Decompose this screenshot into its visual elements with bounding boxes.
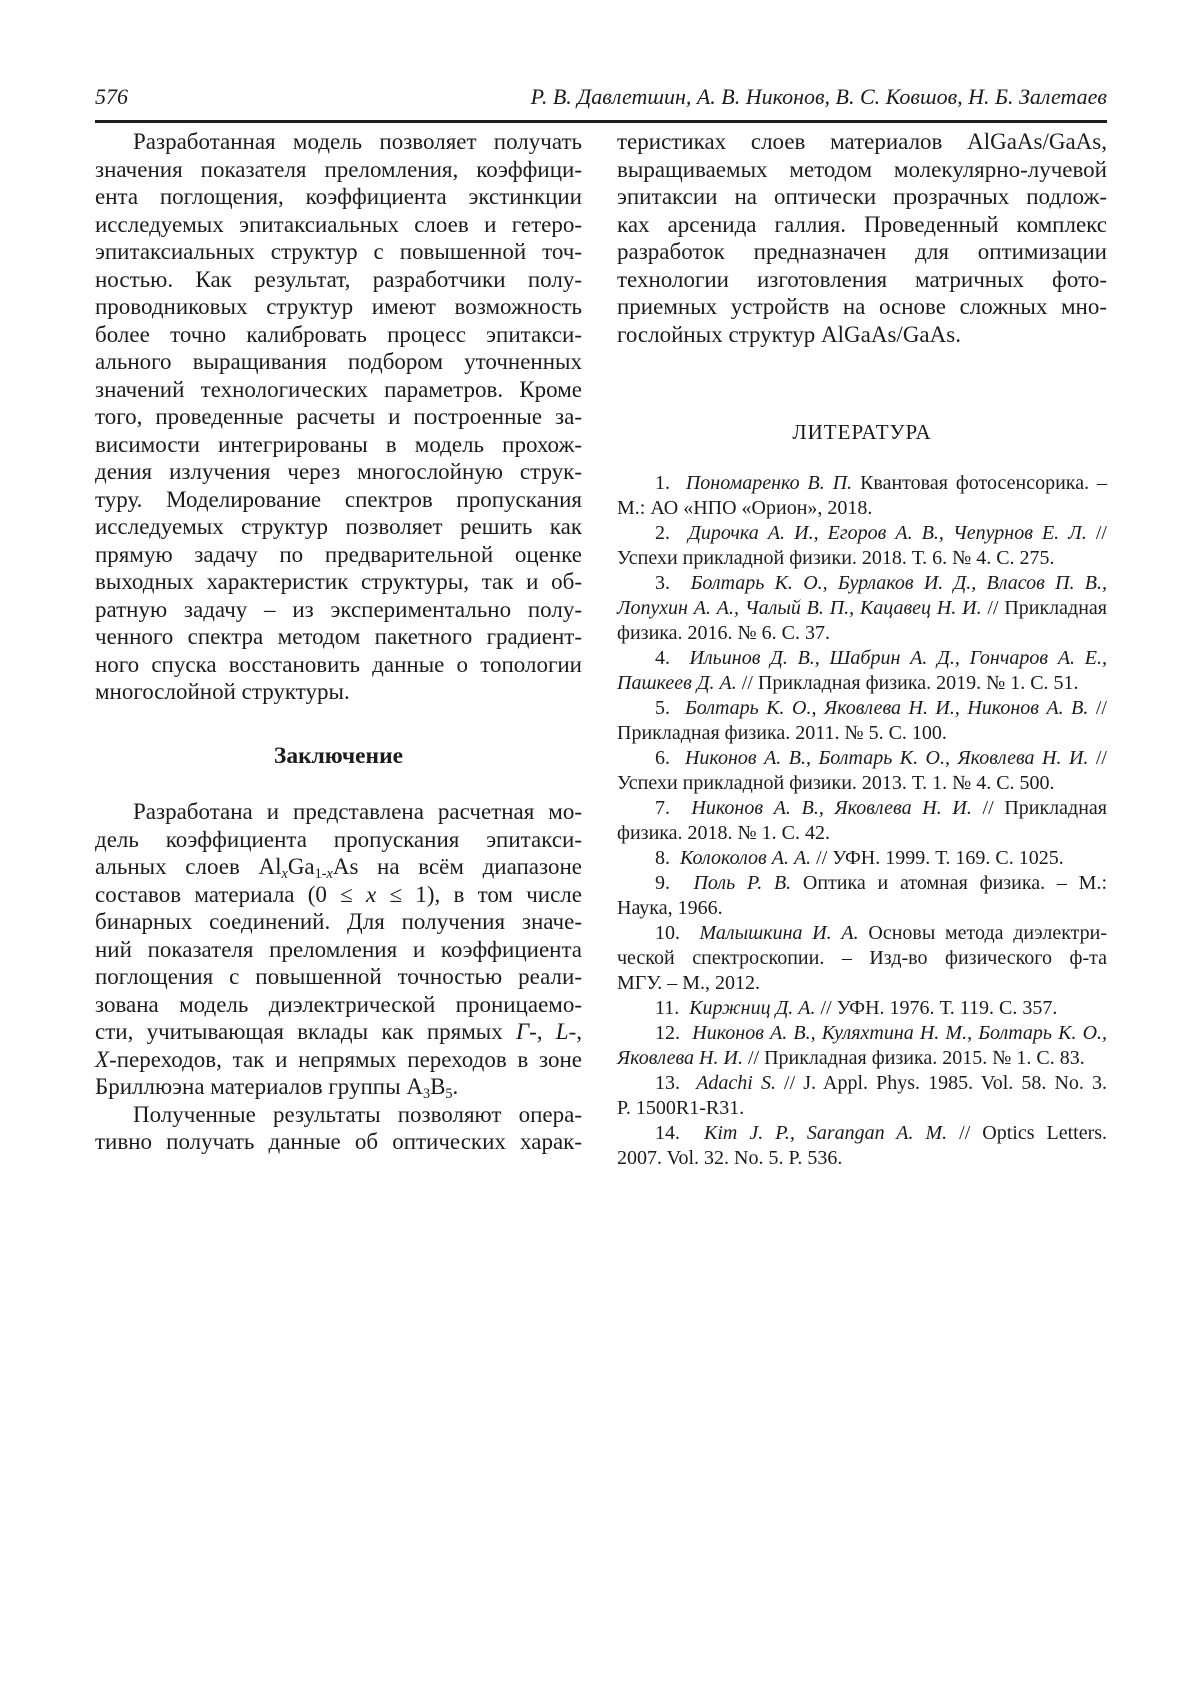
text-line: прямую задачу по предварительной оценке	[95, 541, 582, 567]
text-line: физика. 2018. № 1. С. 42.	[617, 822, 830, 844]
text-line: гослойных структур AlGaAs/GaAs.	[617, 321, 961, 347]
text-columns	[95, 128, 1107, 1171]
reference-item-6	[617, 746, 1107, 796]
text-line: ного спуска восстановить данные о топологии	[95, 651, 582, 677]
text-line: Успехи прикладной физики. 2018. Т. 6. № 4. С. 275.	[617, 547, 1055, 569]
text-line: исследуемых структур позволяет решить как	[95, 514, 582, 539]
text-line: ента поглощения, коэффициента экстинкции	[95, 184, 582, 209]
reference-item-9	[617, 871, 1107, 921]
text-line: ченного спектра методом пакетного градиент-	[95, 624, 582, 649]
paragraph-model-results	[95, 128, 582, 706]
text-line: сти, учитывающая вклады как прямых Γ-, L-,	[95, 1019, 582, 1044]
text-line: альных слоев $Al_xGa_{1-x}As$ на всём диапазоне	[95, 854, 582, 882]
text-line: ческой спектроскопии. – Изд-во физического ф-та	[617, 947, 1107, 969]
text-line: 7. Никонов А. В., Яковлева Н. И. // Прикладная	[655, 797, 1107, 819]
text-line: тивно получать данные об оптических харак-	[95, 1129, 582, 1154]
text-line: ний показателя преломления и коэффициента	[95, 936, 582, 962]
text-line: Успехи прикладной физики. 2013. Т. 1. № 4. С. 500.	[617, 772, 1055, 794]
text-line: дель коэффициента пропускания эпитакси-	[95, 826, 582, 852]
text-line: МГУ. – М., 2012.	[617, 972, 761, 994]
reference-item-13	[617, 1071, 1107, 1121]
text-line: эпитаксии на оптически прозрачных подлож-	[617, 184, 1107, 209]
running-head-authors: Р. В. Давлетшин, А. В. Никонов, В. С. Ковшов, Н. Б. Залетаев	[530, 84, 1107, 109]
reference-item-5	[617, 696, 1107, 746]
literature-heading: ЛИТЕРАТУРА	[792, 420, 932, 444]
reference-item-14	[617, 1121, 1107, 1171]
text-line: значений технологических параметров. Кроме	[95, 376, 582, 402]
text-line: ального выращивания подбором уточненных	[95, 349, 582, 374]
text-line: 11. Киржниц Д. А. // УФН. 1976. Т. 119. С. 357.	[655, 997, 1058, 1019]
reference-item-7	[617, 796, 1107, 846]
reference-item-4	[617, 646, 1107, 696]
text-line: 6. Никонов А. В., Болтарь К. О., Яковлева Н. И. //	[655, 747, 1107, 769]
text-line: Лопухин А. А., Чалый В. П., Кацавец Н. И. // Прикладная	[617, 597, 1107, 619]
text-line: поглощения с повышенной точностью реали-	[95, 964, 582, 989]
text-line: висимости интегрированы в модель прохож-	[95, 431, 582, 457]
text-line: Полученные результаты позволяют опера-	[133, 1101, 582, 1127]
text-line: приемных устройств на основе сложных мно-	[617, 294, 1107, 319]
text-line: ках арсенида галлия. Проведенный комплекс	[617, 211, 1107, 237]
reference-item-2	[617, 521, 1107, 571]
paragraph-conclusion-1	[95, 798, 582, 1101]
text-line: бинарных соединений. Для получения значе-	[95, 909, 582, 934]
text-line: технологии изготовления матричных фото-	[617, 266, 1107, 292]
text-line: М.: АО «НПО «Орион», 2018.	[617, 497, 873, 519]
text-line: зована модель диэлектрической проницаемо-	[95, 991, 582, 1017]
text-line: 1. Пономаренко В. П. Квантовая фотосенсорика. –	[655, 472, 1108, 494]
text-line: X-переходов, так и непрямых переходов в зоне	[95, 1046, 582, 1072]
text-line: Яковлева Н. И. // Прикладная физика. 2015. № 1. С. 83.	[617, 1047, 1085, 1069]
text-line: многослойной структуры.	[95, 679, 350, 704]
text-line: выращиваемых методом молекулярно-лучевой	[617, 156, 1107, 182]
text-line: 10. Малышкина И. А. Основы метода диэлектри-	[655, 922, 1108, 944]
text-line: более точно калибровать процесс эпитакси-	[95, 321, 582, 347]
text-line: 4. Ильинов Д. В., Шабрин А. Д., Гончаров А. Е.,	[655, 647, 1107, 669]
text-line: Разработанная модель позволяет получать	[133, 129, 582, 154]
text-line: 13. Adachi S. // J. Appl. Phys. 1985. Vol. 58. No. 3.	[655, 1072, 1108, 1094]
header-rule	[95, 120, 1107, 123]
text-line: 2007. Vol. 32. No. 5. P. 536.	[617, 1147, 843, 1169]
reference-item-3	[617, 571, 1107, 646]
paragraph-conclusion-2-continued	[617, 128, 1107, 348]
text-line: 14. Kim J. P., Sarangan A. M. // Optics Letters.	[655, 1122, 1108, 1144]
text-line: ратную задачу – из экспериментально полу-	[95, 596, 582, 622]
text-line: значения показателя преломления, коэффици-	[95, 156, 582, 182]
reference-item-12	[617, 1021, 1107, 1071]
text-line: Наука, 1966.	[617, 897, 723, 919]
paragraph-conclusion-2	[95, 1101, 582, 1156]
text-line: 5. Болтарь К. О., Яковлева Н. И., Никонов А. В. //	[655, 697, 1107, 719]
left-column	[95, 128, 582, 1171]
reference-item-10	[617, 921, 1107, 996]
text-line: исследуемых эпитаксиальных слоев и гетеро-	[95, 211, 582, 237]
text-line: проводниковых структур имеют возможность	[95, 294, 582, 319]
conclusion-heading: Заключение	[273, 742, 404, 769]
right-column	[617, 128, 1107, 1171]
reference-item-11	[617, 996, 1107, 1021]
text-line: 12. Никонов А. В., Куляхтина Н. М., Болтарь К. О.,	[655, 1022, 1108, 1044]
page-number: 576	[95, 84, 128, 109]
text-line: туру. Моделирование спектров пропускания	[95, 486, 582, 512]
text-line: физика. 2016. № 6. С. 37.	[617, 622, 830, 644]
text-line: того, проведенные расчеты и построенные за-	[95, 404, 582, 429]
text-line: Бриллюэна материалов группы $A_3B_5$.	[95, 1074, 459, 1102]
reference-item-8	[617, 846, 1107, 871]
text-line: Разработана и представлена расчетная мо-	[133, 799, 582, 824]
text-line: Прикладная физика. 2011. № 5. С. 100.	[617, 722, 947, 744]
text-line: составов материала (0 ≤ x ≤ 1), в том числе	[95, 881, 582, 907]
text-line: дения излучения через многослойную струк-	[95, 459, 582, 484]
running-head	[95, 84, 1107, 110]
text-line: разработок предназначен для оптимизации	[617, 239, 1107, 264]
text-line: теристиках слоев материалов AlGaAs/GaAs,	[617, 129, 1107, 154]
text-line: 3. Болтарь К. О., Бурлаков И. Д., Власов П. В.,	[655, 572, 1108, 594]
text-line: Пашкеев Д. А. // Прикладная физика. 2019. № 1. С. 51.	[617, 672, 1079, 694]
text-line: ностью. Как результат, разработчики полу-	[95, 266, 582, 292]
text-line: эпитаксиальных структур с повышенной точ-	[95, 239, 582, 264]
text-line: 8. Колоколов А. А. // УФН. 1999. Т. 169. С. 1025.	[655, 847, 1064, 869]
reference-item-1	[617, 471, 1107, 521]
text-line: 9. Поль Р. В. Оптика и атомная физика. – М.:	[655, 872, 1107, 894]
text-line: выходных характеристик структуры, так и об-	[95, 569, 582, 594]
text-line: 2. Дирочка А. И., Егоров А. В., Чепурнов Е. Л. //	[655, 522, 1107, 544]
text-line: P. 1500R1-R31.	[617, 1097, 745, 1119]
